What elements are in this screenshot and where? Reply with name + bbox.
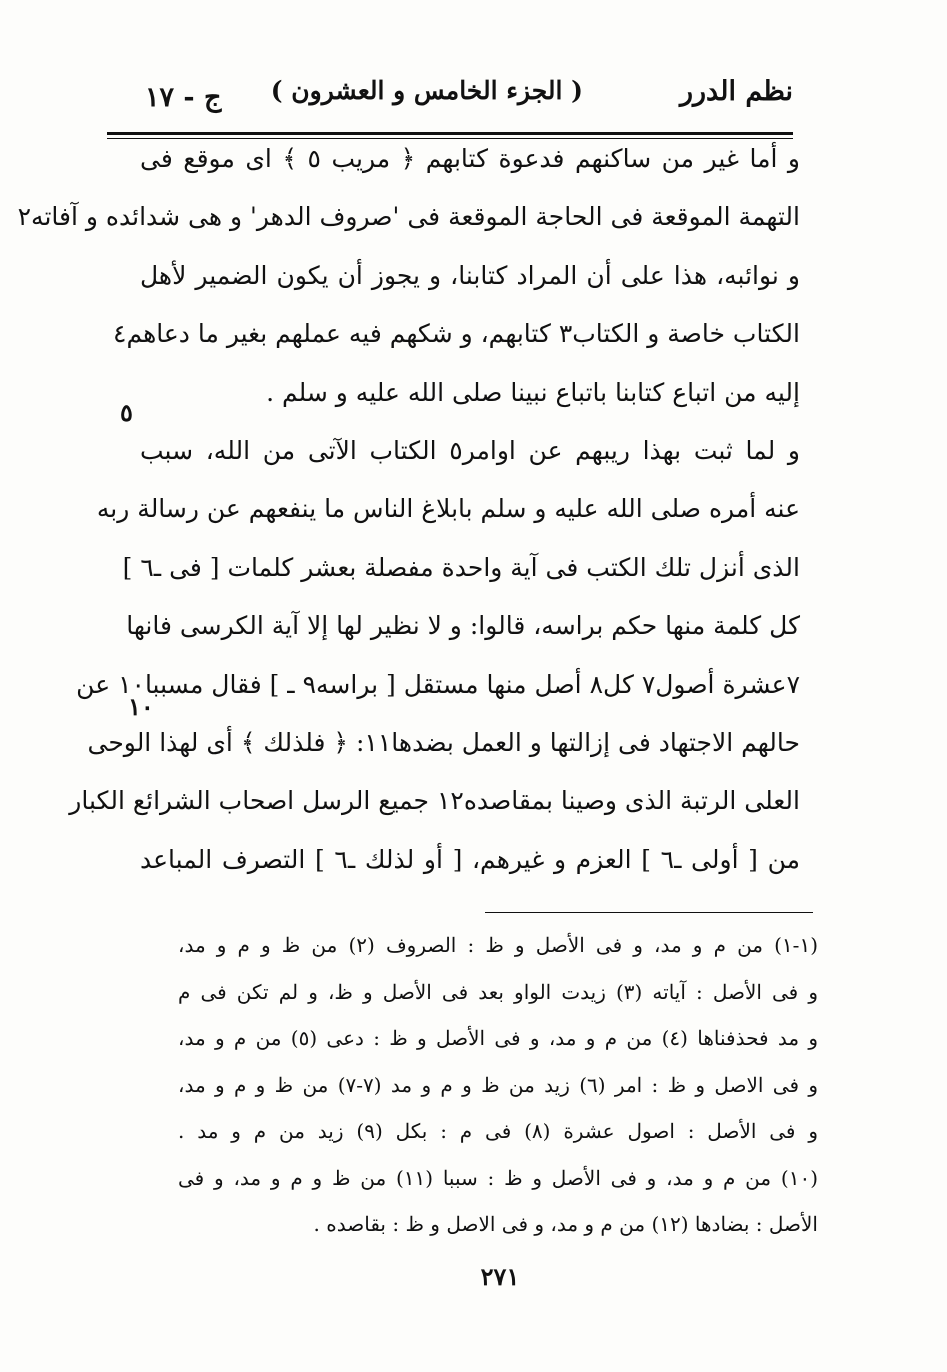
text-line: العلى الرتبة الذى وصينا بمقاصده١٢ جميع الرسل اصحاب الشرائع الكبار — [69, 786, 800, 816]
volume-number: ج - ١٧ — [145, 82, 222, 113]
text-line: التهمة الموقعة فى الحاجة الموقعة فى 'صروف الدهر' و هى شدائده و آفاته٢ — [17, 202, 800, 232]
text-line: الكتاب خاصة و الكتاب٣ كتابهم، و شكهم فيه عملهم بغير ما دعاهم٤ — [113, 319, 800, 349]
footnotes — [178, 922, 818, 1248]
line-number-10: ١٠ — [128, 692, 154, 721]
book-title: نظم الدرر — [679, 76, 793, 107]
text-line: و نوائبه، هذا على أن المراد كتابنا، و يجوز أن يكون الضمير لأهل — [140, 260, 800, 290]
footnote-line: الأصل : بضادها (١٢) من م و مد، و فى الاصل و ظ : بقاصده . — [313, 1212, 818, 1236]
text-line: كل كلمة منها حكم براسه، قالوا: و لا نظير لها إلا آية الكرسى فانها — [126, 611, 800, 641]
text-line: حالهم الاجتهاد فى إزالتها و العمل بضدها١١: ﴿ فلذلك ﴾ أى لهذا الوحى — [87, 727, 800, 757]
page-number: ٢٧١ — [480, 1262, 520, 1291]
main-text — [17, 130, 801, 889]
text-line: عنه أمره صلى الله عليه و سلم بابلاغ الناس ما ينفعهم عن رسالة ربه — [96, 494, 800, 524]
footnote-line: و فى الأصل : آياته (٣) زيدت الواو بعد فى الأصل و ظ، و لم تكن فى م — [178, 979, 818, 1004]
text-line: من [ أولى ـ٦ ] العزم و غيرهم، [ أو لذلك ـ٦ ] التصرف المباعد — [140, 844, 800, 874]
running-header — [105, 70, 793, 130]
part-title: ( الجزء الخامس و العشرون ) — [270, 76, 583, 105]
text-line: و أما غير من ساكنهم فدعوة كتابهم ﴿ مريب ٥ ﴾ اى موقع فى — [140, 144, 800, 173]
footnote-line: و فى الاصل و ظ : امر (٦) زيد من ظ و م و مد (٧-٧) من ظ و م و مد، — [178, 1072, 819, 1097]
footnote-line: و مد فحذفناها (٤) من م و مد، و فى الأصل و ظ : دعى (٥) من م و مد، — [178, 1026, 819, 1050]
footnote-line: و فى الأصل : اصول عشرة (٨) فى م : بكل (٩) زيد من م و مد . — [178, 1119, 818, 1143]
footnote-line: (١-١) من م و مد، و فى الأصل و ظ : الصروف (٢) من ظ و م و مد، — [178, 933, 818, 957]
line-number-5: ٥ — [120, 398, 133, 427]
text-line: ٧عشرة أصول٧ كل٨ أصل منها مستقل [ براسه٩ ـ ] فقال مسببا١٠ عن — [76, 669, 800, 699]
text-line: إليه من اتباع كتابنا باتباع نبينا صلى الله عليه و سلم . — [266, 377, 800, 407]
footnote-separator — [485, 912, 813, 913]
text-line: الذى أنزل تلك الكتب فى آية واحدة مفصلة بعشر كلمات [ فى ـ٦ ] — [122, 552, 800, 582]
footnote-line: (١٠) من م و مد، و فى الأصل و ظ : سببا (١١) من ظ و م و مد، و فى — [178, 1165, 818, 1190]
text-line: و لما ثبت بهذا ريبهم عن اوامر٥ الكتاب الآتى من الله، سبب — [140, 435, 801, 465]
